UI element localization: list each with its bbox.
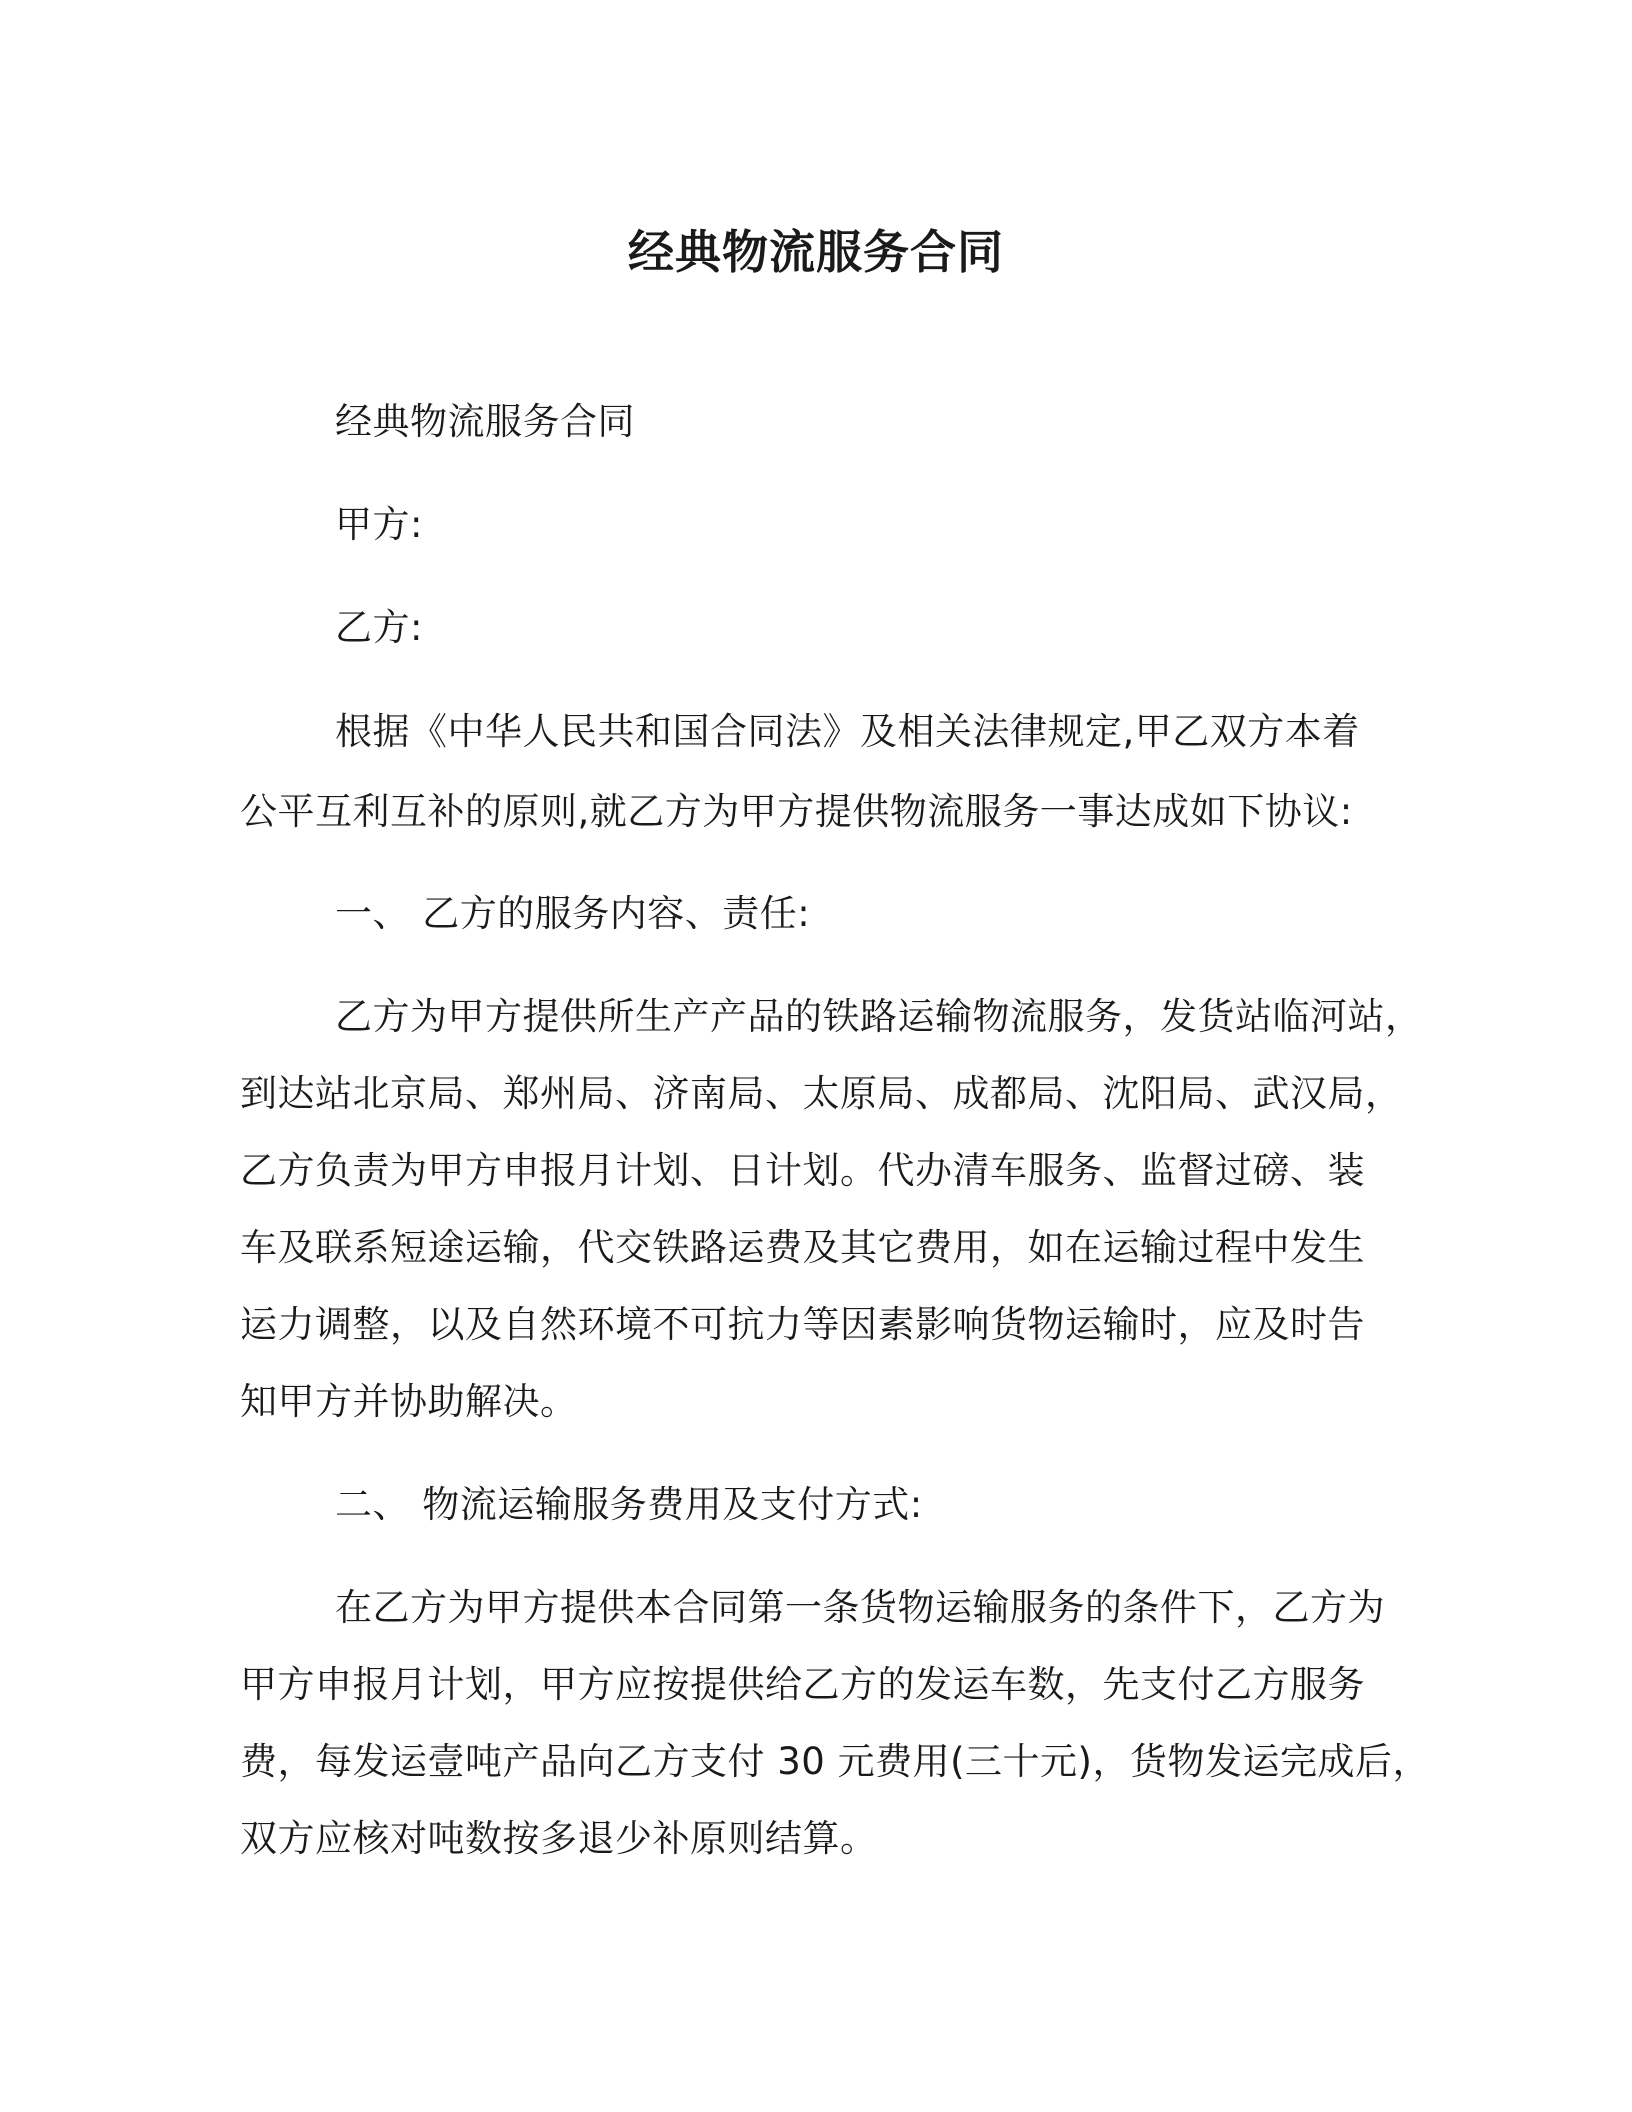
section-paragraph-line: 到达站北京局、郑州局、济南局、太原局、成都局、沈阳局、武汉局， [240, 1072, 1403, 1115]
document-subtitle: 经典物流服务合同 [335, 400, 635, 443]
section-paragraph-line: 运力调整，以及自然环境不可抗力等因素影响货物运输时，应及时告 [240, 1303, 1365, 1346]
preamble-line: 根据《中华人民共和国合同法》及相关法律规定,甲乙双方本着 [335, 710, 1360, 753]
section-paragraph-line: 双方应核对吨数按多退少补原则结算。 [240, 1817, 878, 1860]
document-title: 经典物流服务合同 [628, 225, 1004, 279]
section-paragraph-line: 甲方申报月计划，甲方应按提供给乙方的发运车数，先支付乙方服务 [240, 1663, 1365, 1706]
section-heading: 一、 乙方的服务内容、责任: [335, 892, 811, 935]
section-paragraph-line: 车及联系短途运输，代交铁路运费及其它费用，如在运输过程中发生 [240, 1226, 1365, 1269]
section-paragraph-line: 乙方为甲方提供所生产产品的铁路运输物流服务，发货站临河站， [335, 995, 1423, 1038]
section-paragraph-line: 乙方负责为甲方申报月计划、日计划。代办清车服务、监督过磅、装 [240, 1149, 1365, 1192]
party-b-label: 乙方: [335, 606, 423, 649]
party-a-label: 甲方: [335, 503, 423, 546]
section-paragraph-line: 费，每发运壹吨产品向乙方支付 30 元费用(三十元)，货物发运完成后， [240, 1740, 1430, 1783]
section-paragraph-line: 在乙方为甲方提供本合同第一条货物运输服务的条件下，乙方为 [335, 1586, 1385, 1629]
section-paragraph-line: 知甲方并协助解决。 [240, 1380, 578, 1423]
section-heading: 二、 物流运输服务费用及支付方式: [335, 1483, 923, 1526]
preamble-line: 公平互利互补的原则,就乙方为甲方提供物流服务一事达成如下协议: [240, 790, 1353, 833]
